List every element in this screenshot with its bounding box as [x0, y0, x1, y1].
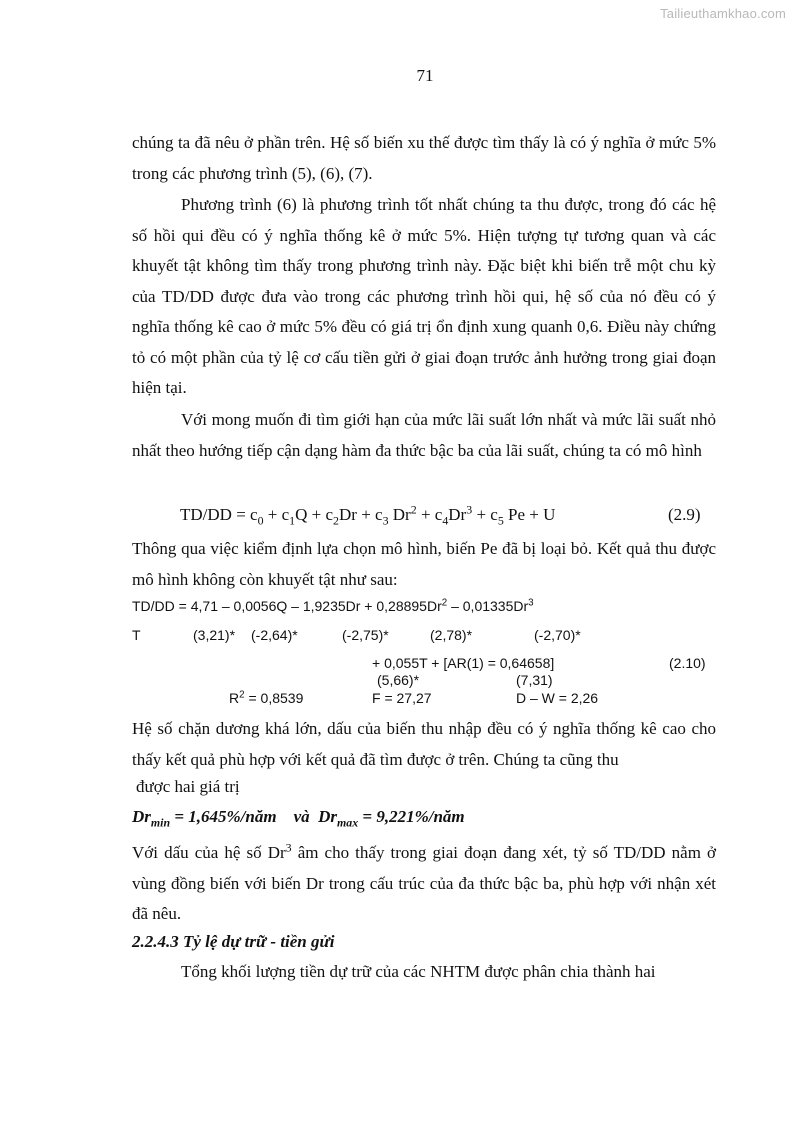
equation-2-9: $TD/DD = c_0 + c_1Q + c_2Dr + c_3$ $Dr^2 + c_4Dr^3 + c_5$ Pe + U — [180, 502, 556, 528]
paragraph-7: Tổng khối lượng tiền dự trữ của các NHTM được phân chia thành hai — [181, 962, 656, 981]
watermark: Tailieuthamkhao.com — [660, 6, 786, 21]
f-stat: F = 27,27 — [372, 690, 432, 706]
paragraph-5-continued: được hai giá trị — [136, 777, 240, 796]
paragraph-1: chúng ta đã nêu ở phần trên. Hệ số biến xu thế được tìm thấy là có ý nghĩa ở mức 5% trong các phương trình (5), (6), (7). — [132, 133, 716, 183]
equation-2-10-line2: + 0,055T + [AR(1) = 0,64658] — [372, 655, 555, 671]
paragraph-4: Thông qua việc kiểm định lựa chọn mô hình, biến Pe đã bị loại bỏ. Kết quả thu được mô hình không còn khuyết tật như sau: — [132, 539, 716, 589]
t-stat-label: T — [132, 627, 141, 643]
page-number: 71 — [416, 66, 434, 85]
durbin-watson: D – W = 2,26 — [516, 690, 599, 706]
t-stat-4: (2,78)* — [430, 627, 473, 643]
dr-min-max: $Dr_{min}$ = 1,645%/năm và $Dr_{max}$ = 9,221%/năm — [132, 807, 465, 830]
r-squared: $R^2 = 0,8539$ — [229, 689, 304, 706]
t-stat-3: (-2,75)* — [342, 627, 389, 643]
section-heading: 2.2.4.3 Tỷ lệ dự trữ - tiền gửi — [132, 932, 335, 951]
paragraph-2: Phương trình (6) là phương trình tốt nhất chúng ta thu được, trong đó các hệ số hồi qui đều có ý nghĩa thống kê ở mức 5%. Hiện tượng tự tương quan và các khuyết tật không tìm thấy trong phương trình này. Đặc biệt khi biến trễ một chu kỳ của TD/DD được đưa vào trong các phương trình hồi qui, hệ số của nó đều có ý nghĩa thống kê cao ở mức 5% đều có giá trị ổn định xung quanh 0,6. Điều này chứng tỏ có một phần của tỷ lệ cơ cấu tiền gửi ở giai đoạn trước ảnh hưởng trong giai đoạn hiện tại. — [132, 195, 716, 397]
t-stat-6: (5,66)* — [377, 672, 420, 688]
t-stat-5: (-2,70)* — [534, 627, 581, 643]
paragraph-5: Hệ số chặn dương khá lớn, dấu của biến thu nhập đều có ý nghĩa thống kê cao cho thấy kết quả phù hợp với kết quả đã tìm được ở trên. Chúng ta cũng thu — [132, 719, 716, 769]
paragraph-3: Với mong muốn đi tìm giới hạn của mức lãi suất lớn nhất và mức lãi suất nhỏ nhất theo hướng tiếp cận dạng hàm đa thức bậc ba của lãi suất, chúng ta có mô hình — [132, 410, 716, 460]
t-stat-2: (-2,64)* — [251, 627, 298, 643]
equation-2-10-label: (2.10) — [669, 655, 706, 671]
t-stat-7: (7,31) — [516, 672, 553, 688]
equation-2-10-line1: $TD/DD = 4,71 - 0,0056Q - 1,9235Dr + 0,28895Dr^2 - 0,01335Dr^3$ — [132, 597, 534, 614]
t-stat-1: (3,21)* — [193, 627, 236, 643]
paragraph-6: Với dấu của hệ số Dr$^3$ âm cho thấy trong giai đoạn đang xét, tỷ số TD/DD nằm ở vùng đồng biến với biến Dr trong cấu trúc của đa thức bậc ba, phù hợp với nhận xét đã nêu. — [132, 840, 716, 923]
equation-2-9-label: (2.9) — [668, 505, 701, 524]
